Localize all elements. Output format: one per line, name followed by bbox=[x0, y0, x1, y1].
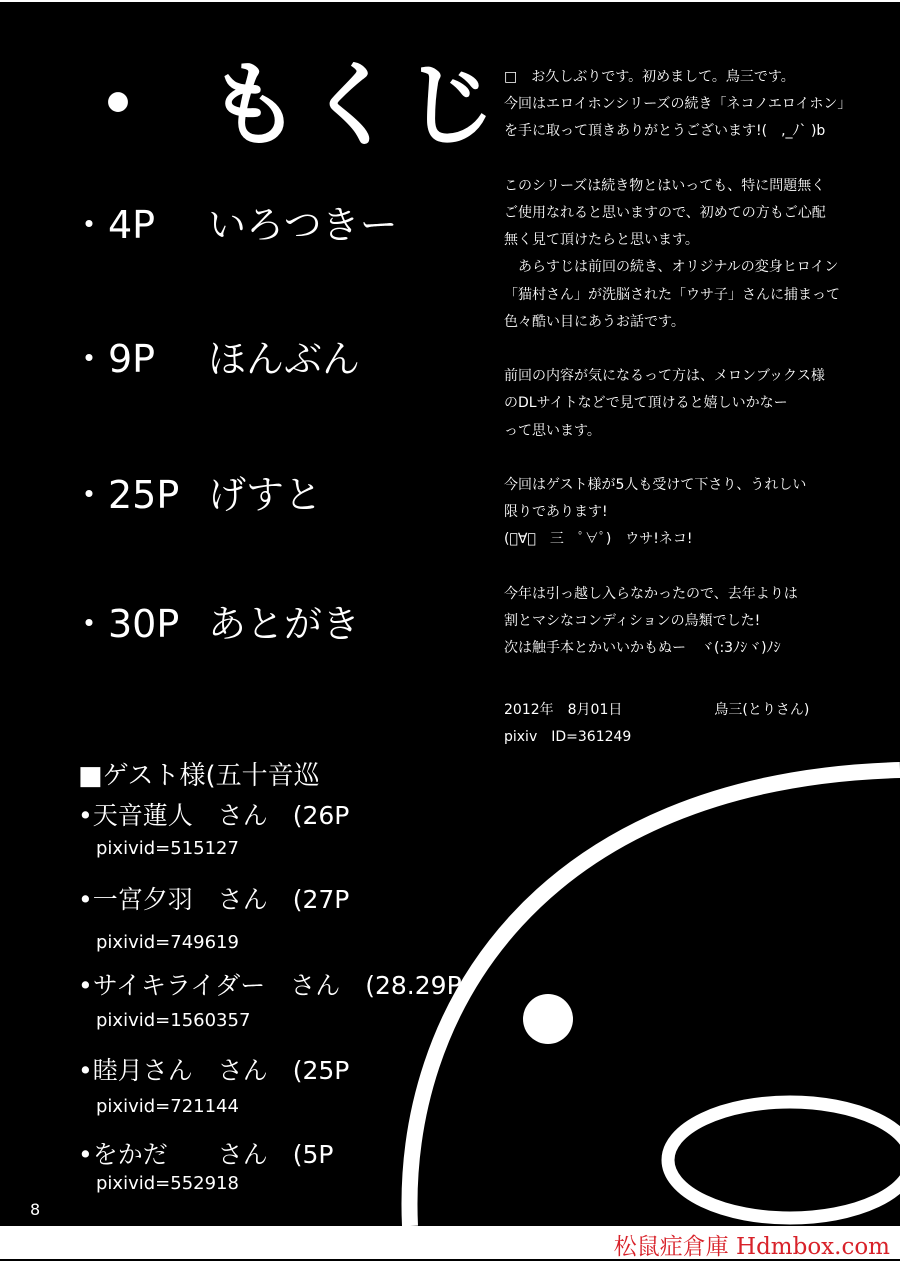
afterword-line: 次は触手本とかいいかもぬー ヾ(:3ﾉｼヾ)ﾉｼ bbox=[504, 640, 781, 657]
face-mouth bbox=[668, 1102, 900, 1218]
page-number: 8 bbox=[30, 1200, 41, 1219]
toc-title: ・ もくじ bbox=[72, 52, 503, 159]
guest-pixiv-id: pixivid=1560357 bbox=[96, 1010, 251, 1031]
afterword-line bbox=[504, 445, 894, 472]
afterword-author: 鳥三(とりさん) bbox=[714, 702, 810, 718]
face-eye bbox=[523, 994, 573, 1044]
toc-entry-label: いろつきー bbox=[208, 203, 398, 247]
toc-entry-page: ・4P bbox=[70, 203, 156, 247]
face-outline bbox=[410, 770, 900, 1226]
afterword-line: 色々酷い目にあうお話です。 bbox=[504, 313, 685, 330]
watermark-text: 松鼠症倉庫 Hdmbox.com bbox=[613, 1234, 890, 1260]
guest-name: •をかだ さん (5P bbox=[78, 1140, 334, 1169]
toc-entry-page: ・9P bbox=[70, 337, 156, 381]
afterword-line: 「猫村さん」が洗脳された「ウサ子」さんに捕まって bbox=[504, 286, 840, 303]
afterword-line: ご使用なれると思いますので、初めての方もご心配 bbox=[504, 205, 826, 222]
afterword-line: 今年は引っ越し入らなかったので、去年よりは bbox=[504, 585, 798, 602]
afterword-line: って思います。 bbox=[504, 422, 601, 439]
toc-entry bbox=[70, 337, 361, 381]
afterword-line: (ﾟ∀ﾟ 三 ﾟ∀ﾟ) ウサ!ネコ! bbox=[504, 531, 693, 548]
guest-pixiv-id: pixivid=515127 bbox=[96, 838, 239, 859]
toc-entry-page: ・30P bbox=[70, 602, 180, 646]
afterword-line: 無く見て頂けたらと思います。 bbox=[504, 232, 699, 249]
afterword-date: 2012年 8月01日 bbox=[504, 702, 623, 718]
afterword-signature bbox=[504, 697, 809, 751]
afterword-line: このシリーズは続き物とはいっても、特に問題無く bbox=[504, 177, 826, 194]
toc-entry-label: げすと bbox=[208, 473, 323, 517]
afterword-line: 割とマシなコンディションの鳥類でした! bbox=[504, 613, 761, 630]
afterword-line: 今回はエロイホンシリーズの続き「ネコノエロイホン」 bbox=[504, 96, 852, 113]
afterword-line: 限りであります! bbox=[504, 504, 608, 521]
author-pixiv-id: pixiv ID=361249 bbox=[504, 729, 632, 746]
toc-entry bbox=[70, 602, 361, 646]
guest-pixiv-id: pixivid=552918 bbox=[96, 1173, 239, 1194]
guest-name: •一宮夕羽 さん (27P bbox=[78, 885, 350, 914]
afterword-text bbox=[504, 64, 894, 662]
guest-name: •サイキライダー さん (28.29P bbox=[78, 971, 462, 1000]
afterword-line: を手に取って頂きありがとうございます!( ,_ﾉ` )b bbox=[504, 123, 826, 140]
guest-pixiv-id: pixivid=749619 bbox=[96, 932, 239, 953]
afterword-line: あらすじは前回の続き、オリジナルの変身ヒロイン bbox=[504, 259, 839, 276]
afterword-line: 今回はゲスト様が5人も受けて下さり、うれしい bbox=[504, 477, 807, 494]
afterword-line bbox=[504, 554, 894, 581]
guest-pixiv-id: pixivid=721144 bbox=[96, 1096, 239, 1117]
afterword-line bbox=[504, 146, 894, 173]
guest-name: •天音蓮人 さん (26P bbox=[78, 801, 350, 830]
toc-entry-label: ほんぶん bbox=[208, 337, 361, 381]
afterword-line: □ お久しぶりです。初めまして。鳥三です。 bbox=[504, 69, 795, 85]
afterword-line: 前回の内容が気になるって方は、メロンブックス様 bbox=[504, 368, 825, 385]
toc-entry bbox=[70, 203, 398, 247]
toc-entry bbox=[70, 473, 323, 517]
toc-entry-label: あとがき bbox=[208, 602, 361, 646]
afterword-line bbox=[504, 336, 894, 363]
guest-name: •睦月さん さん (25P bbox=[78, 1056, 350, 1085]
afterword-line: のDLサイトなどで見て頂けると嬉しいかなー bbox=[504, 395, 788, 412]
guest-heading: ■ゲスト様(五十音巡 bbox=[78, 761, 320, 791]
toc-entry-page: ・25P bbox=[70, 473, 180, 517]
